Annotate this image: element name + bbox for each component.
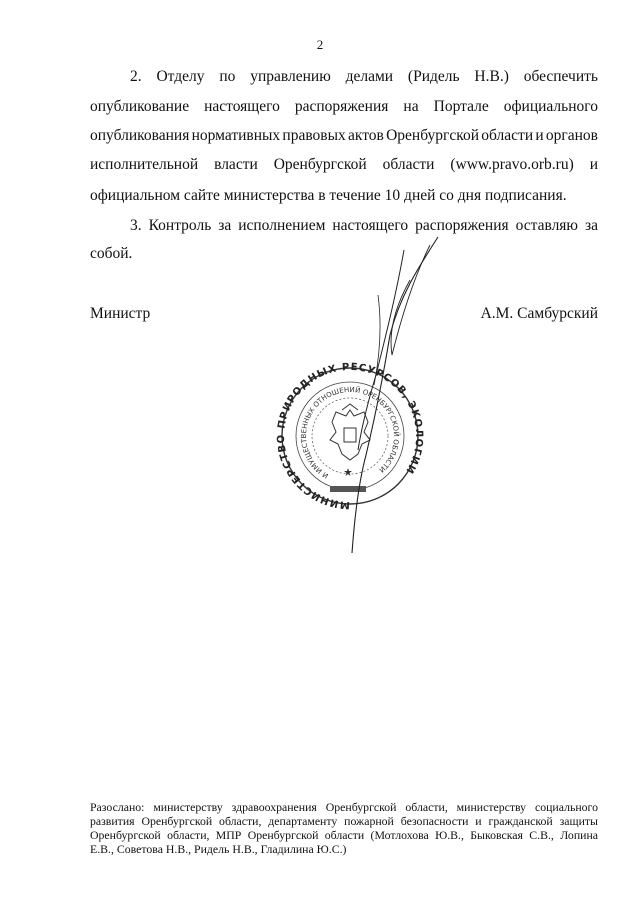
signatory-position: Министр — [90, 305, 151, 322]
svg-text:МИНИСТЕРСТВО ПРИРОДНЫХ РЕСУРСО: МИНИСТЕРСТВО ПРИРОДНЫХ РЕСУРСОВ, ЭКОЛОГИИ — [275, 361, 425, 510]
paragraph-2-line — [90, 187, 598, 205]
distribution-line — [90, 814, 598, 828]
distribution-line-text: Е.В., Советова Н.В., Ридель Н.В., Гладилина Ю.С.) — [90, 842, 347, 856]
paragraph-3-line — [130, 217, 598, 235]
paragraph-2-line — [90, 156, 598, 174]
distribution-line-text: Разослано: министерству здравоохранения Оренбургской области, министерству социального — [90, 800, 598, 814]
paragraph-2-line — [90, 98, 598, 116]
paragraph-2-line — [90, 127, 598, 145]
distribution-line — [90, 842, 598, 856]
signatory-name: А.М. Самбурский — [480, 305, 598, 322]
paragraph-3-line-text: 3. Контроль за исполнением настоящего распоряжения оставляю за — [130, 217, 598, 234]
paragraph-2-line-text: опубликование настоящего распоряжения на Портале официального — [90, 98, 598, 115]
handwritten-signature — [330, 235, 450, 555]
paragraph-3-line-text: собой. — [90, 245, 133, 262]
distribution-line-text: развития Оренбургской области, департаменту пожарной безопасности и гражданской защиты — [90, 814, 598, 828]
page-number: 2 — [316, 37, 324, 52]
paragraph-2-line-text: официальном сайте министерства в течение 10 дней со дня подписания. — [90, 187, 567, 204]
paragraph-2-line-text: исполнительной власти Оренбургской области (www.pravo.orb.ru) и — [90, 156, 598, 173]
svg-text:И ИМУЩЕСТВЕННЫХ ОТНОШЕНИЙ ОРЕН: И ИМУЩЕСТВЕННЫХ ОТНОШЕНИЙ ОРЕНБУРГСКОЙ ОБЛАСТИ — [300, 385, 401, 480]
paragraph-2-line-text: опубликования нормативных правовых актов Оренбургской области и органов — [90, 127, 598, 144]
distribution-line — [90, 828, 598, 842]
distribution-line-text: Оренбургской области, МПР Оренбургской области (Мотлохова Ю.В., Быковская С.В., Лопина — [90, 828, 598, 842]
distribution-line — [90, 800, 598, 814]
paragraph-2-line — [130, 68, 598, 86]
paragraph-2-line-text: 2. Отделу по управлению делами (Ридель Н.В.) обеспечить — [130, 68, 598, 85]
